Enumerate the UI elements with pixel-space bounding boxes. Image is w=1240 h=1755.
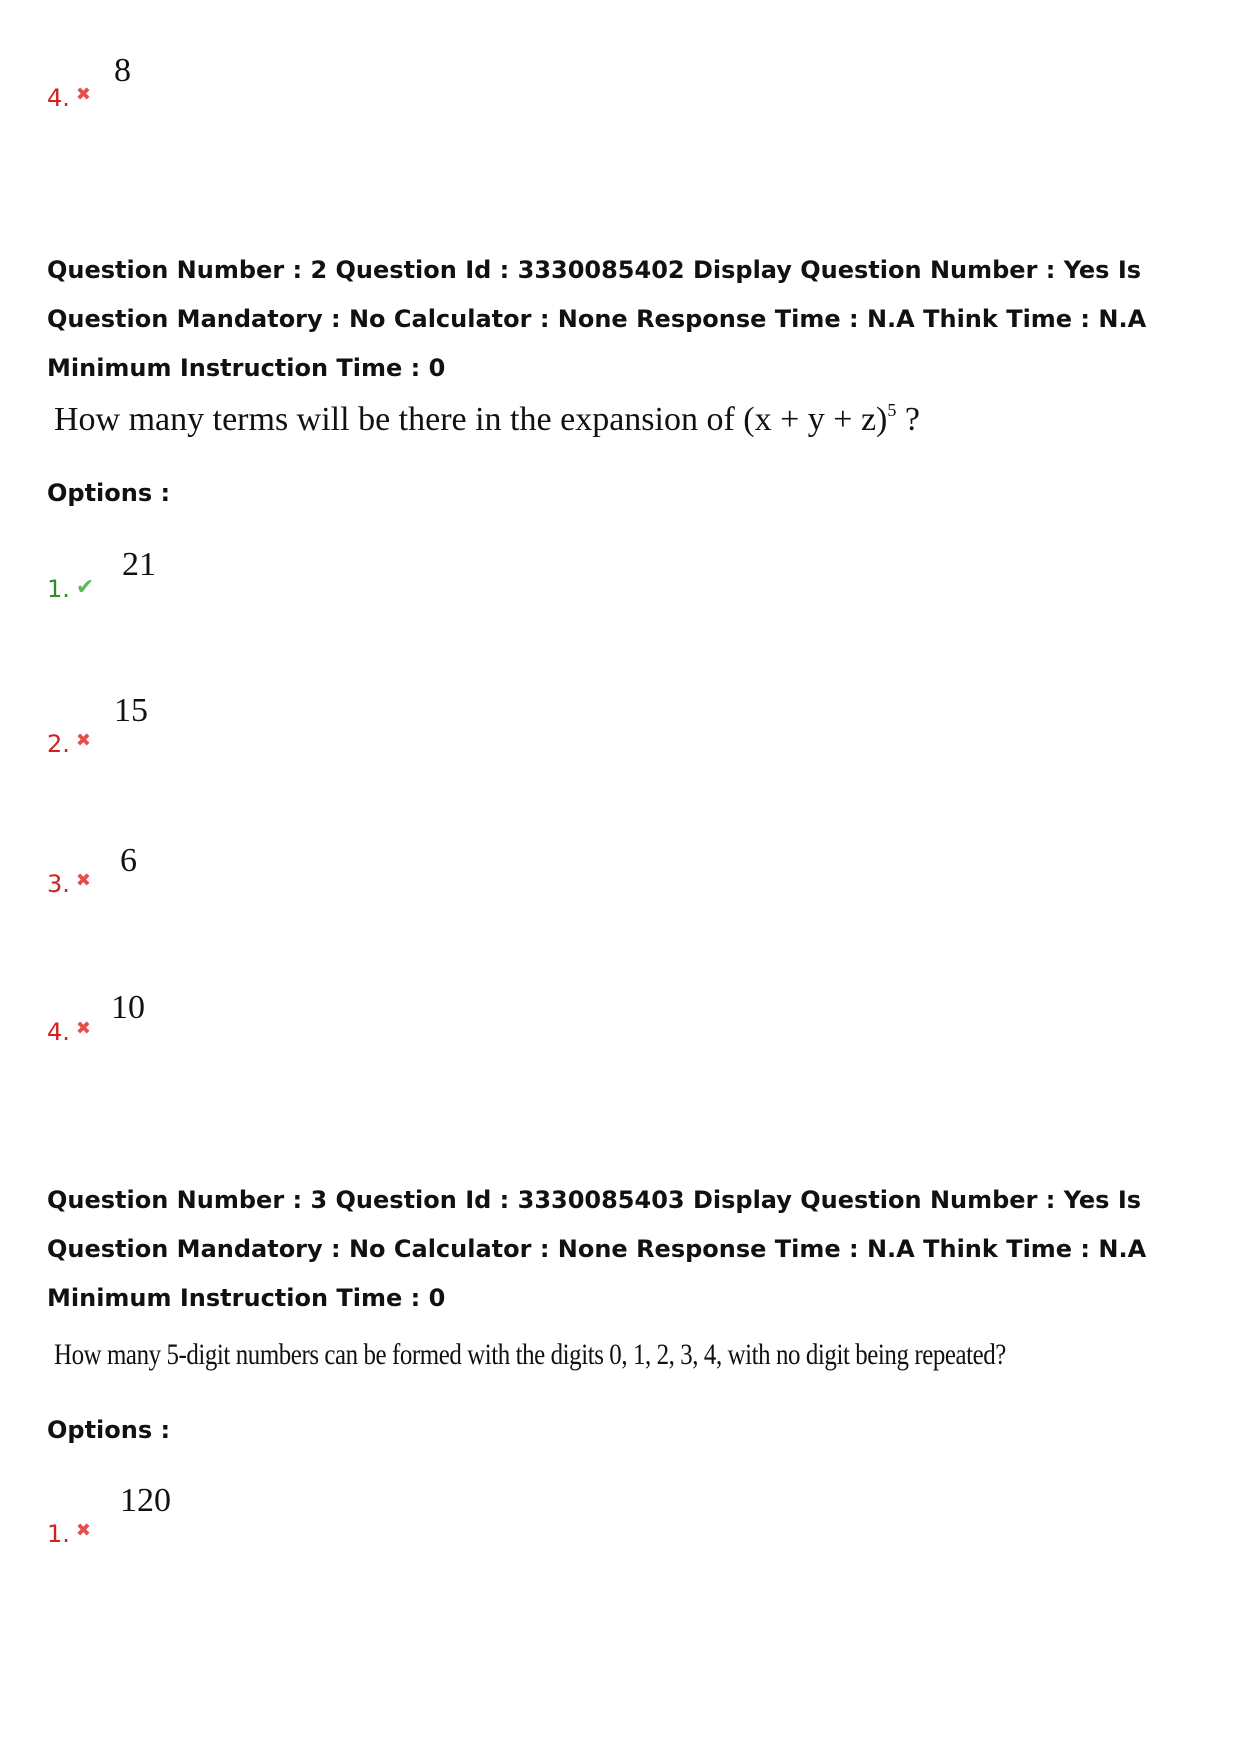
- question-text-main: How many terms will be there in the expansion of (x + y + z): [54, 401, 888, 438]
- options-label: Options :: [47, 1416, 171, 1444]
- option-row: [47, 1018, 91, 1046]
- option-row: [47, 870, 91, 898]
- option-row: [47, 575, 94, 603]
- option-row: [47, 1520, 91, 1548]
- question-header: Question Number : 2 Question Id : 3330085402 Display Question Number : Yes Is Question Mandatory : No Calculator : None Response Time : N.A Think Time : N.A Minimum Instruction Time : 0: [47, 256, 1147, 382]
- option-value: 120: [120, 1482, 171, 1519]
- option-value: 10: [111, 989, 145, 1026]
- question-header: Question Number : 3 Question Id : 3330085403 Display Question Number : Yes Is Question Mandatory : No Calculator : None Response Time : N.A Think Time : N.A Minimum Instruction Time : 0: [47, 1186, 1147, 1312]
- options-label: Options :: [47, 479, 171, 507]
- option-value: 21: [122, 546, 156, 583]
- option-number: 1.: [47, 575, 70, 603]
- option-value: 15: [114, 692, 148, 729]
- option-row: [47, 730, 91, 758]
- cross-icon: ✖: [75, 84, 91, 105]
- cross-icon: ✖: [75, 1018, 91, 1039]
- option-number: 2.: [47, 730, 70, 758]
- option-row: [47, 84, 91, 112]
- option-number: 4.: [47, 1018, 70, 1046]
- option-number: 1.: [47, 1520, 70, 1548]
- question-text-end: ?: [896, 401, 920, 438]
- option-number: 3.: [47, 870, 70, 898]
- cross-icon: ✖: [75, 870, 91, 891]
- option-number: 4.: [47, 84, 70, 112]
- cross-icon: ✖: [75, 1520, 91, 1541]
- option-value: 6: [120, 842, 137, 879]
- cross-icon: ✖: [75, 730, 91, 751]
- check-icon: ✔: [75, 575, 95, 600]
- question-text-exponent: 5: [887, 400, 897, 420]
- question-text: How many 5-digit numbers can be formed with the digits 0, 1, 2, 3, 4, with no digit being repeated?: [54, 1338, 1006, 1371]
- option-value: 8: [114, 52, 131, 89]
- question-text: [54, 400, 920, 439]
